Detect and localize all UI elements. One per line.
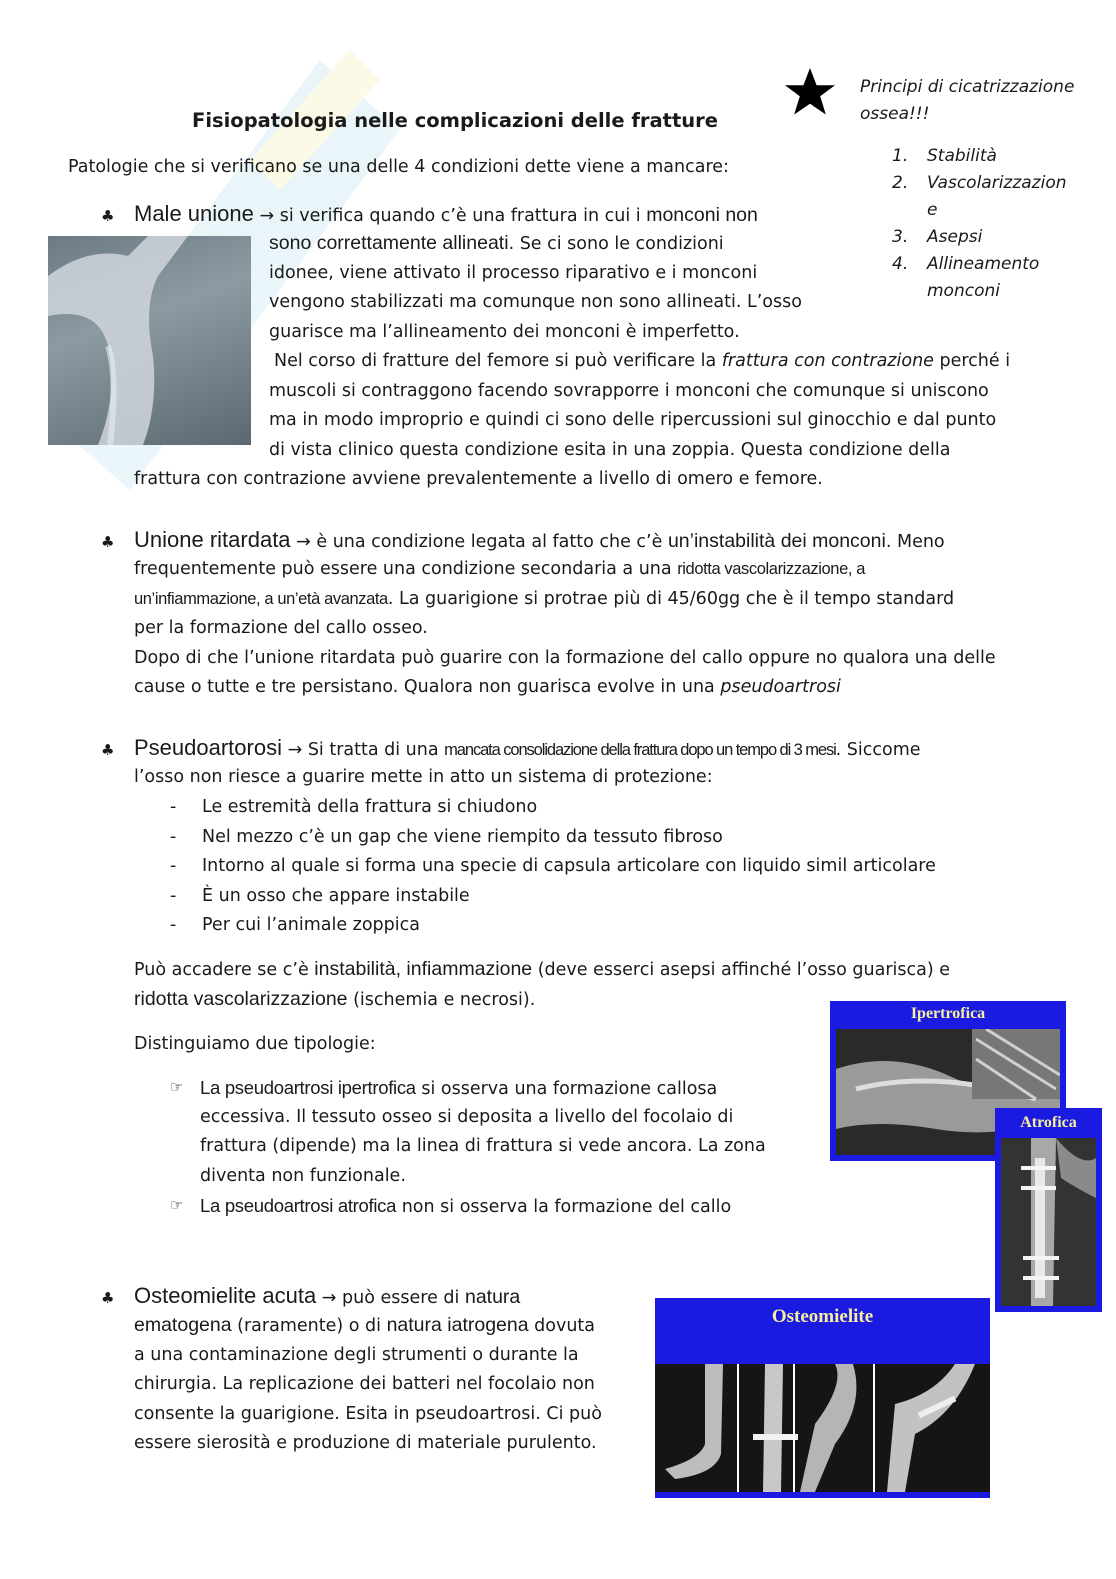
list-dash: - [170, 797, 177, 817]
xray-male-unione-image [48, 236, 251, 445]
list-item: Intorno al quale si forma una specie di capsula articolare con liquido simil articolare [202, 856, 936, 876]
ipertrofica-term: La pseudoartrosi ipertrofica [200, 1077, 416, 1098]
osteomielite-term: Osteomielite acuta [134, 1283, 317, 1308]
atrofica-line-1: La pseudoartrosi atrofica non si osserva la formazione del callo [200, 1195, 732, 1217]
atrofica-figure: Atrofica [995, 1108, 1102, 1312]
osteomielite-line-5: consente la guarigione. Esita in pseudoartrosi. Ci può [134, 1404, 602, 1424]
sidebar-item-vascolarizzazione-cont: e [927, 200, 938, 220]
male-unione-line-3: idonee, viene attivato il processo riparativo e i monconi [269, 263, 758, 283]
sidebar-item-allineamento-cont: monconi [927, 281, 1000, 301]
osteomielite-figure: Osteomielite [655, 1298, 990, 1498]
osteomielite-line-3: a una contaminazione degli strumenti o durante la [134, 1345, 579, 1365]
pseudoartrosi-line-2: l’osso non riesce a guarire mette in atto un sistema di protezione: [134, 767, 713, 787]
ipertrofica-line-1: La pseudoartrosi ipertrofica si osserva una formazione callosa [200, 1077, 718, 1099]
ipertrofica-line-2: eccessiva. Il tessuto osseo si deposita a livello del focolaio di [200, 1107, 734, 1127]
male-unione-line-4: vengono stabilizzati ma comunque non sono allineati. L’osso [269, 292, 802, 312]
bullet-pseudoartrosi: ♣ [101, 741, 115, 759]
unione-ritardata-line-2: frequentemente può essere una condizione secondaria a una ridotta vascolarizzazione, a [134, 559, 866, 579]
list-item: Nel mezzo c’è un gap che viene riempito da tessuto fibroso [202, 827, 723, 847]
male-unione-line-6: Nel corso di fratture del femore si può verificare la frattura con contrazione perché i [274, 351, 1011, 371]
intro-text: Patologie che si verificano se una delle 4 condizioni dette viene a mancare: [68, 157, 729, 177]
sidebar-number-1: 1. [892, 146, 909, 166]
list-item: È un osso che appare instabile [202, 886, 470, 906]
osteomielite-line-2: ematogena (raramente) o di natura iatrogena dovuta [134, 1314, 596, 1336]
sidebar-number-3: 3. [892, 227, 909, 247]
male-unione-arrow: → [259, 206, 275, 226]
list-item: Le estremità della frattura si chiudono [202, 797, 538, 817]
osteomielite-line-1: Osteomielite acuta → può essere di natura [134, 1283, 521, 1308]
list-dash: - [170, 886, 177, 906]
pseudoartrosi-causes-line-2: ridotta vascolarizzazione (ischemia e necrosi). [134, 988, 536, 1010]
pointer-icon: ☞ [170, 1078, 184, 1096]
ipertrofica-figure: Ipertrofica [830, 1001, 1066, 1161]
ipertrofica-line-4: diventa non funzionale. [200, 1166, 406, 1186]
male-unione-line-10: frattura con contrazione avviene prevalentemente a livello di omero e femore. [134, 469, 823, 489]
star-icon [782, 66, 838, 118]
unione-ritardata-line-3: un’infiammazione, a un’età avanzata. La guarigione si protrae più di 45/60gg che è il tempo standard [134, 589, 955, 609]
unione-ritardata-term: Unione ritardata [134, 527, 291, 552]
atrofica-term: La pseudoartrosi atrofica [200, 1195, 397, 1216]
sidebar-number-2: 2. [892, 173, 909, 193]
bullet-male-unione: ♣ [101, 207, 115, 225]
list-dash: - [170, 827, 177, 847]
sidebar-item-allineamento: Allineamento [927, 254, 1040, 274]
unione-ritardata-line-4: per la formazione del callo osseo. [134, 618, 428, 638]
male-unione-line-5: guarisce ma l’allineamento dei monconi è imperfetto. [269, 322, 740, 342]
sidebar-heading-line2: ossea!!! [860, 104, 930, 124]
male-unione-line-7: muscoli si contraggono facendo sovrapporre i monconi che comunque si uniscono [269, 381, 989, 401]
sidebar-item-vascolarizzazione: Vascolarizzazion [927, 173, 1067, 193]
pseudoartrosi-causes-line-1: Può accadere se c’è instabilità, infiammazione (deve esserci asepsi affinché l’osso guarisca) e [134, 958, 951, 980]
male-unione-line-2: sono correttamente allineati. Se ci sono le condizioni [269, 232, 724, 254]
sidebar-number-4: 4. [892, 254, 909, 274]
osteomielite-line-4: chirurgia. La replicazione dei batteri nel focolaio non [134, 1374, 595, 1394]
male-unione-line-1: Male unione → si verifica quando c’è una frattura in cui i monconi non [134, 201, 758, 226]
male-unione-line-8: ma in modo improprio e quindi ci sono delle ripercussioni sul ginocchio e dal punto [269, 410, 997, 430]
pseudoartrosi-term: Pseudoartorosi [134, 735, 282, 760]
ipertrofica-line-3: frattura (dipende) ma la linea di frattura si vede ancora. La zona [200, 1136, 766, 1156]
list-dash: - [170, 856, 177, 876]
sidebar-heading-line1: Principi di cicatrizzazione [860, 77, 1075, 97]
bullet-osteomielite: ♣ [101, 1289, 115, 1307]
list-dash: - [170, 915, 177, 935]
unione-ritardata-line-6: cause o tutte e tre persistano. Qualora non guarisca evolve in una pseudoartrosi [134, 677, 841, 697]
male-unione-term: Male unione [134, 201, 254, 226]
osteomielite-line-6: essere sierosità e produzione di materiale purulento. [134, 1433, 597, 1453]
unione-ritardata-line-1: Unione ritardata → è una condizione legata al fatto che c’è un’instabilità dei monconi. Meno [134, 527, 945, 552]
pseudoartrosi-line-1: Pseudoartorosi → Si tratta di una mancata consolidazione della frattura dopo un tempo di 3 mesi. Siccome [134, 735, 921, 760]
list-item: Per cui l’animale zoppica [202, 915, 420, 935]
male-unione-line-9: di vista clinico questa condizione esita in una zoppia. Questa condizione della [269, 440, 951, 460]
bullet-unione-ritardata: ♣ [101, 533, 115, 551]
sidebar-item-stabilita: Stabilità [927, 146, 997, 166]
page-title: Fisiopatologia nelle complicazioni delle fratture [192, 109, 718, 132]
types-intro: Distinguiamo due tipologie: [134, 1034, 376, 1054]
unione-ritardata-line-5: Dopo di che l’unione ritardata può guarire con la formazione del callo oppure no qualora una delle [134, 648, 996, 668]
sidebar-item-asepsi: Asepsi [927, 227, 983, 247]
pointer-icon: ☞ [170, 1196, 184, 1214]
